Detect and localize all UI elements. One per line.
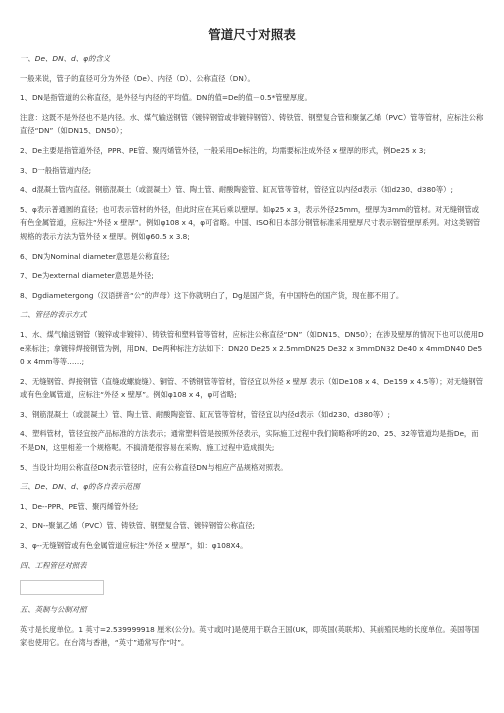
paragraph: 6、DN为Nominal diameter意思是公称直径; bbox=[20, 251, 170, 261]
section-4 bbox=[20, 559, 484, 596]
paragraph: 3、钢筋混凝土（或混凝土）管、陶土管、耐酸陶瓷管、缸瓦管等管材，管径宜以内径d表示（如d230、d380等）; bbox=[20, 409, 390, 419]
paragraph: 5、φ表示普通圆的直径；也可表示管材的外径，但此时应在其后乘以壁厚。如φ25 x 3，表示外径25mm，壁厚为3mm的管材。对无缝钢管或有色金属管道，应标注“外径 x 壁厚”。例如φ108 x 4，φ可省略。中国、ISO和日本部分钢管标准采用壁厚尺寸表示钢管壁厚系列。对这类钢管规格的表示方法为管外径 x 壁厚。例如φ60.5 x 3.8; bbox=[20, 204, 481, 241]
section-heading: 五、英制与公制对照 bbox=[20, 605, 87, 615]
section-heading: 一、De、DN、d、φ的含义 bbox=[20, 54, 111, 63]
paragraph: 8、Dgdiametergong（汉语拼音“公”的声母）这下你就明白了，Dg是国产货，有中国特色的国产货，现在都不用了。 bbox=[20, 290, 404, 300]
paragraph: 7、De为external diameter意思是外径; bbox=[20, 271, 154, 281]
section-heading: 四、工程管径对照表 bbox=[20, 560, 87, 570]
paragraph: 一般来说，管子的直径可分为外径（De）、内径（D）、公称直径（DN）。 bbox=[20, 73, 255, 83]
paragraph: 2、DN--聚氯乙烯（PVC）管、铸铁管、钢塑复合管、镀锌钢管公称直径; bbox=[20, 521, 255, 531]
paragraph: 2、De主要是指管道外径，PPR、PE管、聚丙烯管外径，一般采用De标注的，均需要标注成外径 x 壁厚的形式，例De25 x 3; bbox=[20, 145, 426, 155]
section-1 bbox=[20, 52, 484, 302]
paragraph: 5、当设计均用公称直径DN表示管径时，应有公称直径DN与相应产品规格对照表。 bbox=[20, 462, 288, 472]
section-3 bbox=[20, 480, 484, 552]
paragraph: 注意：这既不是外径也不是内径。水、煤气输送钢管（镀锌钢管或非镀锌钢管）、铸铁管、钢塑复合管和聚氯乙烯（PVC）管等管材，应标注公称直径“DN”（如DN15、DN50）； bbox=[20, 112, 484, 136]
table-image-placeholder bbox=[20, 580, 104, 595]
paragraph: 4、塑料管材，管径宜按产品标准的方法表示；通常塑料管是按照外径表示，实际施工过程中我们简略称呼的20、25、32等管道均是指De，而不是DN，这里相差一个规格呢。不搞清楚很容易在采购、施工过程中造成损失; bbox=[20, 429, 479, 453]
section-2 bbox=[20, 308, 484, 474]
paragraph: 4、d混凝土管内直径。钢筋混凝土（或混凝土）管、陶土管、耐酸陶瓷管、缸瓦管等管材，管径宜以内径d表示（如d230、d380等）; bbox=[20, 185, 453, 195]
section-heading: 三、De、DN、d、φ的各自表示范围 bbox=[20, 482, 140, 492]
paragraph: 3、φ--无缝钢管或有色金属管道应标注“外径 x 壁厚”，如：φ108X4。 bbox=[20, 541, 248, 551]
page-title: 管道尺寸对照表 bbox=[208, 27, 296, 42]
paragraph: 3、D一般指管道内径; bbox=[20, 165, 92, 175]
paragraph: 1、De--PPR、PE管、聚丙烯管外径; bbox=[20, 501, 139, 511]
paragraph: 2、无缝钢管、焊接钢管（直缝或螺旋缝）、铜管、不锈钢管等管材，管径宜以外径 x 壁厚 表示（如De108 x 4、De159 x 4.5等）；对无缝钢管或有色金属管道，应标注“外径 x 壁厚”。例如φ108 x 4，φ可省略; bbox=[20, 376, 483, 400]
section-heading: 二、管径的表示方式 bbox=[20, 310, 87, 320]
section-5 bbox=[20, 603, 484, 650]
paragraph: 1、水、煤气输送钢管（镀锌或非镀锌）、铸铁管和塑料管等管材，应标注公称直径“DN”（如DN15、DN50）；在涉及壁厚的情况下也可以使用De来标注；拿镀锌焊接钢管为例，用DN、De两种标注方法如下：DN20 De25 x 2.5mmDN25 De32 x 3mmDN32 De40 x 4mmDN40 De50 x 4mm等等……; bbox=[20, 329, 484, 367]
paragraph: 1、DN是指管道的公称直径，是外径与内径的平均值。DN的值=De的值－0.5*管壁厚度。 bbox=[20, 93, 312, 103]
paragraph: 英寸是长度单位。1 英寸=2.539999918 厘米(公分)。英寸或[吋]是使用于联合王国(UK，即英国(英联邦)、其前殖民地的长度单位。美国等国家也使用它。在台湾与香港，“英寸”通常写作“吋”。 bbox=[20, 624, 480, 648]
